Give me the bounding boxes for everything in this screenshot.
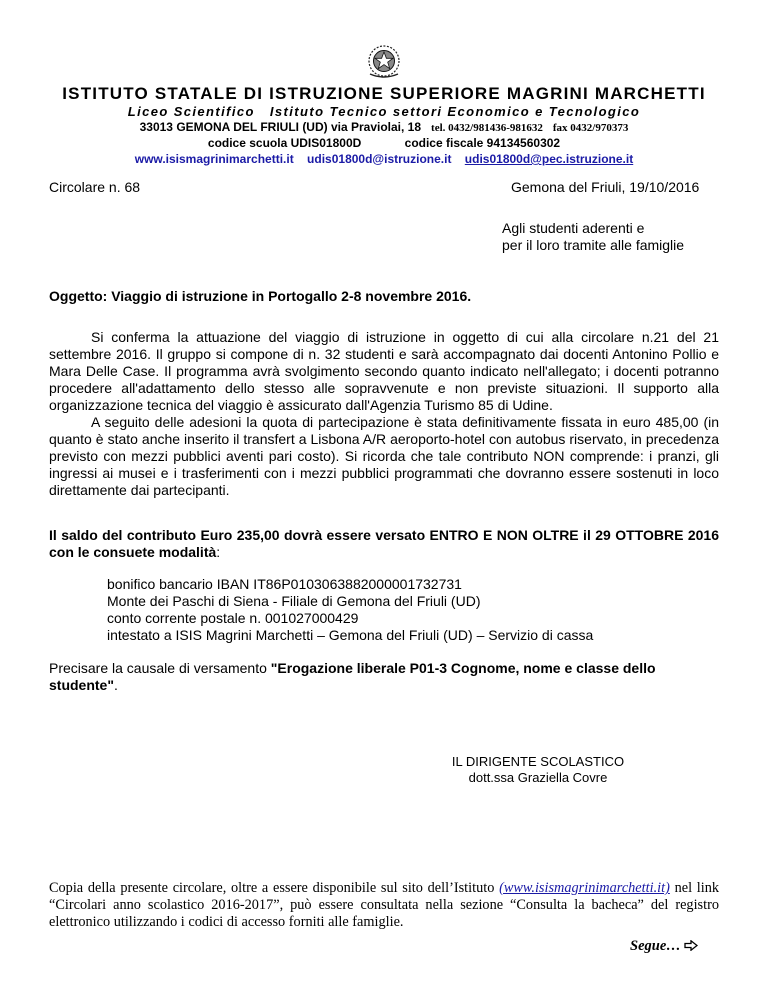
segue-note: Segue… xyxy=(630,938,698,955)
recipients xyxy=(502,220,684,254)
causale-paragraph: Precisare la causale di versamento "Erogazione liberale P01-3 Cognome, nome e classe dello studente". xyxy=(49,660,656,693)
italian-republic-emblem-icon xyxy=(364,44,404,80)
email-link[interactable]: udis01800d@istruzione.it xyxy=(307,152,452,166)
school-subtitle: Liceo Scientifico Istituto Tecnico settori Economico e Tecnologico xyxy=(127,104,641,119)
school-phone: tel. 0432/981436-981632 xyxy=(431,122,543,134)
body-paragraph-1: Si conferma la attuazione del viaggio di istruzione in oggetto di cui alla circolare n.21 del 21 settembre 2016. Il gruppo si compone di n. 32 studenti e sarà accompagnato dai docenti Antonino Pollio e Mara Delle Case. Il programma avrà svolgimento secondo quanto indicato nell'allegato; i docenti potranno procedere all'adattamento dello stesso alle sopravvenute e non previste situazioni. Il supporto alla organizzazione tecnica del viaggio è assicurato dall'Agenzia Turismo 85 di Udine. xyxy=(49,329,719,413)
body-paragraph-2: A seguito delle adesioni la quota di partecipazione è stata definitivamente fissata in euro 485,00 (in quanto è stato anche inserito il transfert a Lisbona A/R aeroporto-hotel con autobus riservato, in precedenza previsto con mezzi pubblici aventi pari costo). Si ricorda che tale contributo NON comprende: i pranzi, gli ingressi ai musei e i trasferimenti con i mezzi pubblici programmati che dovranno essere sostenuti in loco direttamente dai partecipanti. xyxy=(49,414,719,498)
arrow-right-outline-icon xyxy=(684,940,698,951)
school-address: 33013 GEMONA DEL FRIULI (UD) via Praviolai, 18 tel. 0432/981436-981632 fax 0432/970373 xyxy=(139,120,629,134)
signature-title: IL DIRIGENTE SCOLASTICO xyxy=(451,754,625,769)
date-place: Gemona del Friuli, 19/10/2016 xyxy=(511,179,700,195)
recipient-line: per il loro tramite alle famiglie xyxy=(502,237,685,253)
payment-line: intestato a ISIS Magrini Marchetti – Gemona del Friuli (UD) – Servizio di cassa xyxy=(107,627,594,643)
payment-line: bonifico bancario IBAN IT86P0103063882000001732731 xyxy=(107,576,462,592)
circolare-number: Circolare n. 68 xyxy=(49,179,141,195)
recipient-line: Agli studenti aderenti e xyxy=(502,220,645,236)
footer-note: Copia della presente circolare, oltre a essere disponibile sul sito dell’Istituto (www.isismagrinimarchetti.it) nel link “Circolari anno scolastico 2016-2017”, può essere consultata nella sezione “Consulta la bacheca” del registro elettronico utilizzando i codici di accesso forniti alle famiglie. xyxy=(49,880,719,930)
school-fax: fax 0432/970373 xyxy=(552,122,629,134)
signature-name: dott.ssa Graziella Covre xyxy=(468,770,608,785)
payment-line: Monte dei Paschi di Siena - Filiale di Gemona del Friuli (UD) xyxy=(107,593,481,609)
school-codes: codice scuola UDIS01800D codice fiscale 94134560302 xyxy=(207,136,561,150)
payment-line: conto corrente postale n. 001027000429 xyxy=(107,610,359,626)
school-name: ISTITUTO STATALE DI ISTRUZIONE SUPERIORE MAGRINI MARCHETTI xyxy=(62,84,706,103)
website-link[interactable]: www.isismagrinimarchetti.it xyxy=(134,152,294,166)
subject-line: Oggetto: Viaggio di istruzione in Portogallo 2-8 novembre 2016. xyxy=(49,288,472,304)
pec-link[interactable]: udis01800d@pec.istruzione.it xyxy=(464,152,634,166)
footer-website-link[interactable]: (www.isismagrinimarchetti.it) xyxy=(499,880,670,896)
school-links xyxy=(0,152,768,166)
payment-details xyxy=(107,576,593,644)
saldo-paragraph: Il saldo del contributo Euro 235,00 dovrà essere versato ENTRO E NON OLTRE il 29 OTTOBRE 2016 con le consuete modalità: xyxy=(49,527,719,560)
signature-block xyxy=(438,754,638,786)
